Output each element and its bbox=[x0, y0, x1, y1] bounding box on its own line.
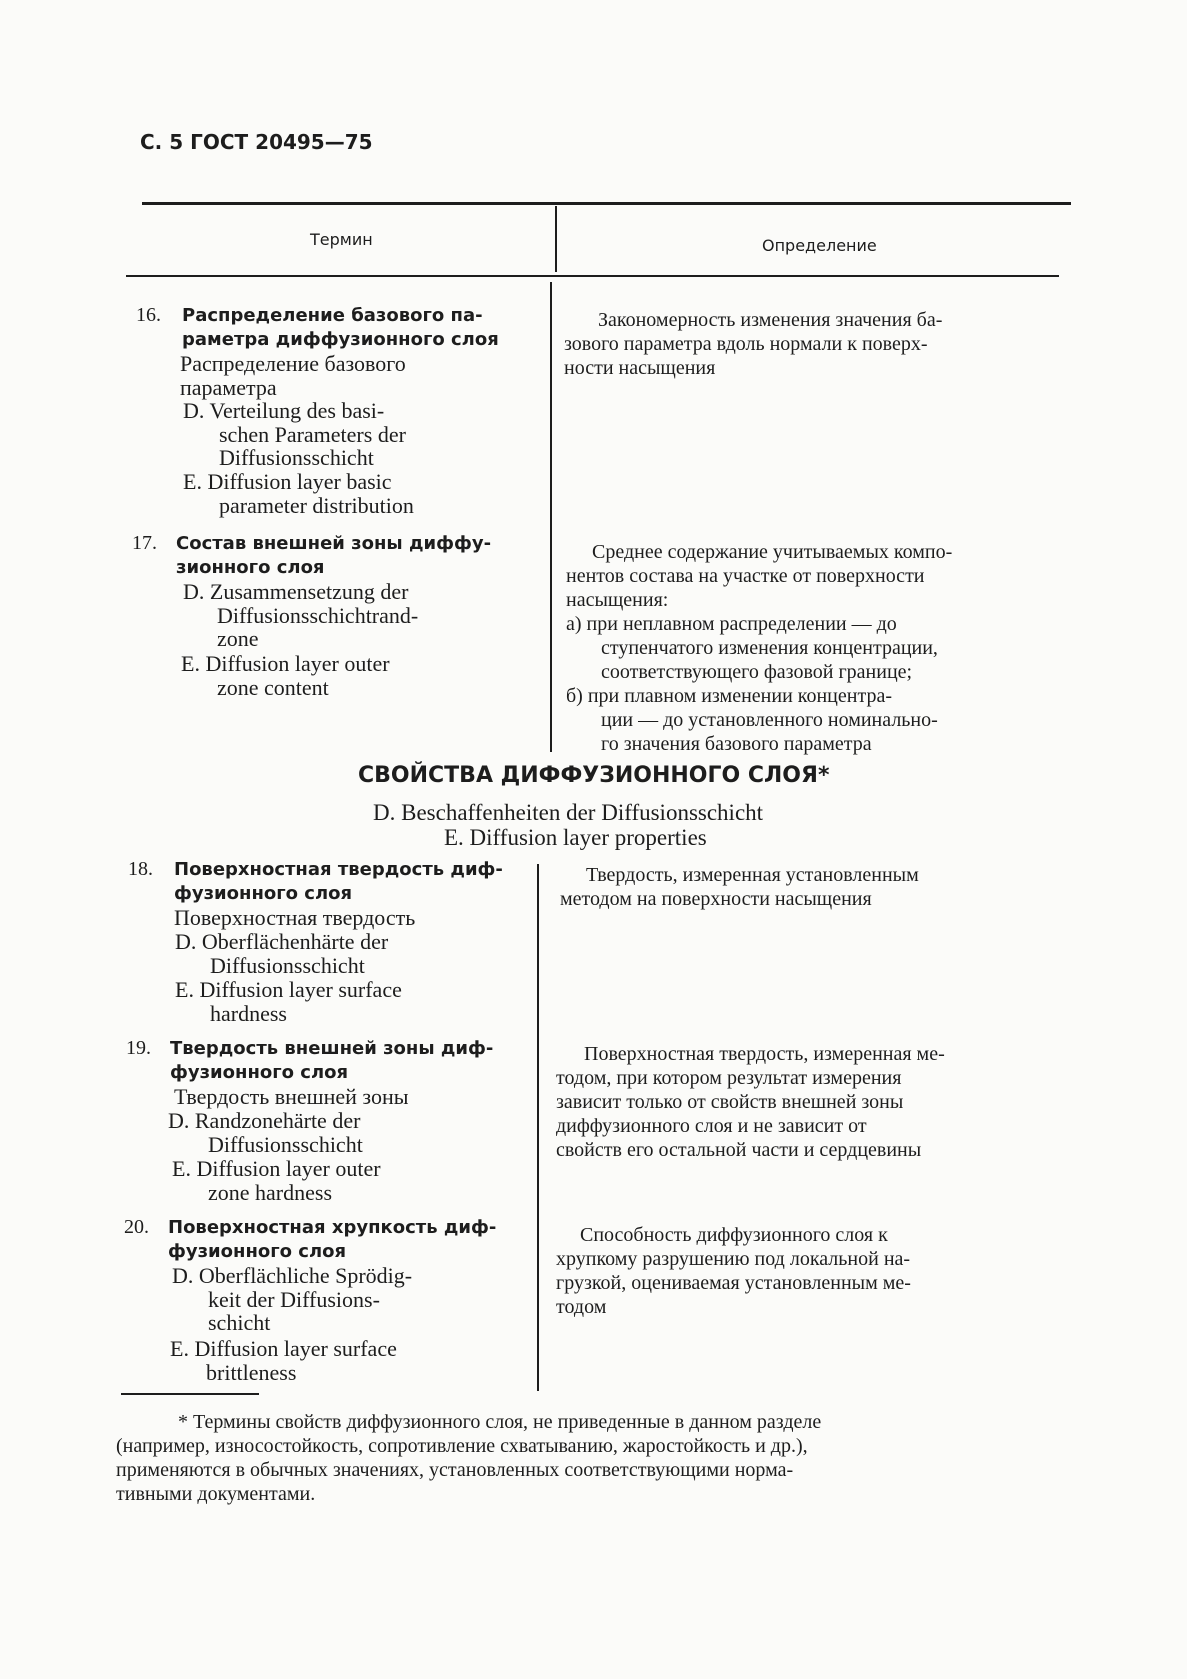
definition: Твердость, измеренная установленным методом на поверхности насыщения bbox=[560, 864, 919, 910]
entry-number: 18. bbox=[128, 858, 153, 880]
entry-number: 17. bbox=[132, 532, 157, 554]
term-title: Состав внешней зоны диффу- зионного слоя bbox=[176, 533, 492, 578]
term-en: E. Diffusion layer basic parameter distribution bbox=[183, 469, 414, 518]
definition: Среднее содержание учитываемых компо- нентов состава на участке от поверхности насыщения: а) при неплавном распределении — до ступенчатого изменения концентрации, соответствующего фазовой границе; б) при плавном изменении концентра- ции — до установленного номинально- го значения базового параметра bbox=[566, 541, 953, 755]
entry-number: 20. bbox=[124, 1216, 149, 1238]
page-header: С. 5 ГОСТ 20495—75 bbox=[140, 130, 373, 154]
term-title: Поверхностная твердость диф- фузионного слоя bbox=[174, 859, 503, 904]
column-divider-2 bbox=[537, 864, 539, 1391]
definition: Способность диффузионного слоя к хрупкому разрушению под локальной на- грузкой, оцениваемая установленным ме- тодом bbox=[556, 1224, 911, 1318]
term-de: D. Oberflächliche Sprödig- keit der Diffusions- schicht bbox=[172, 1263, 413, 1335]
header-bottom-rule bbox=[126, 275, 1059, 277]
table-top-rule bbox=[142, 202, 1071, 205]
term-en: E. Diffusion layer outer zone content bbox=[181, 651, 390, 700]
footnote-rule bbox=[121, 1393, 259, 1395]
column-header-term: Термин bbox=[310, 230, 373, 249]
term-title: Распределение базового па- раметра диффузионного слоя bbox=[182, 305, 499, 350]
column-header-definition: Определение bbox=[762, 236, 877, 255]
term-de: D. Verteilung des basi- schen Parameters der Diffusionsschicht bbox=[183, 398, 406, 470]
term-en: E. Diffusion layer surface hardness bbox=[175, 977, 402, 1026]
term-en: E. Diffusion layer surface brittleness bbox=[170, 1336, 397, 1385]
term-short: Распределение базового параметра bbox=[180, 351, 406, 400]
section-title: СВОЙСТВА ДИФФУЗИОННОГО СЛОЯ* bbox=[358, 763, 830, 788]
term-title: Твердость внешней зоны диф- фузионного слоя bbox=[170, 1038, 494, 1083]
section-subtitle-de: D. Beschaffenheiten der Diffusionsschicht bbox=[373, 800, 764, 825]
term-de: D. Randzonehärte der Diffusionsschicht bbox=[168, 1108, 363, 1157]
entry-number: 19. bbox=[126, 1037, 151, 1059]
term-de: D. Oberflächenhärte der Diffusionsschicht bbox=[175, 929, 389, 978]
entry-number: 16. bbox=[136, 304, 161, 326]
definition: Поверхностная твердость, измеренная ме- тодом, при котором результат измерения зависит только от свойств внешней зоны диффузионного слоя и не зависит от свойств его остальной части и сердцевины bbox=[556, 1043, 945, 1161]
definition: Закономерность изменения значения ба- зового параметра вдоль нормали к поверх- ности насыщения bbox=[564, 309, 943, 379]
term-de: D. Zusammensetzung der Diffusionsschichtrand- zone bbox=[183, 579, 419, 651]
term-short: Поверхностная твердость bbox=[174, 905, 416, 930]
column-divider-1 bbox=[550, 282, 552, 752]
term-title: Поверхностная хрупкость диф- фузионного слоя bbox=[168, 1217, 497, 1262]
footnote: * Термины свойств диффузионного слоя, не приведенные в данном разделе (например, износостойкость, сопротивление схватыванию, жаростойкость и др.), применяются в обычных значениях, установленных соответствующими норма- тивными документами. bbox=[116, 1411, 822, 1505]
section-subtitle-en: E. Diffusion layer properties bbox=[444, 825, 707, 850]
header-divider bbox=[555, 206, 557, 272]
term-en: E. Diffusion layer outer zone hardness bbox=[172, 1156, 381, 1205]
term-short: Твердость внешней зоны bbox=[174, 1084, 409, 1109]
